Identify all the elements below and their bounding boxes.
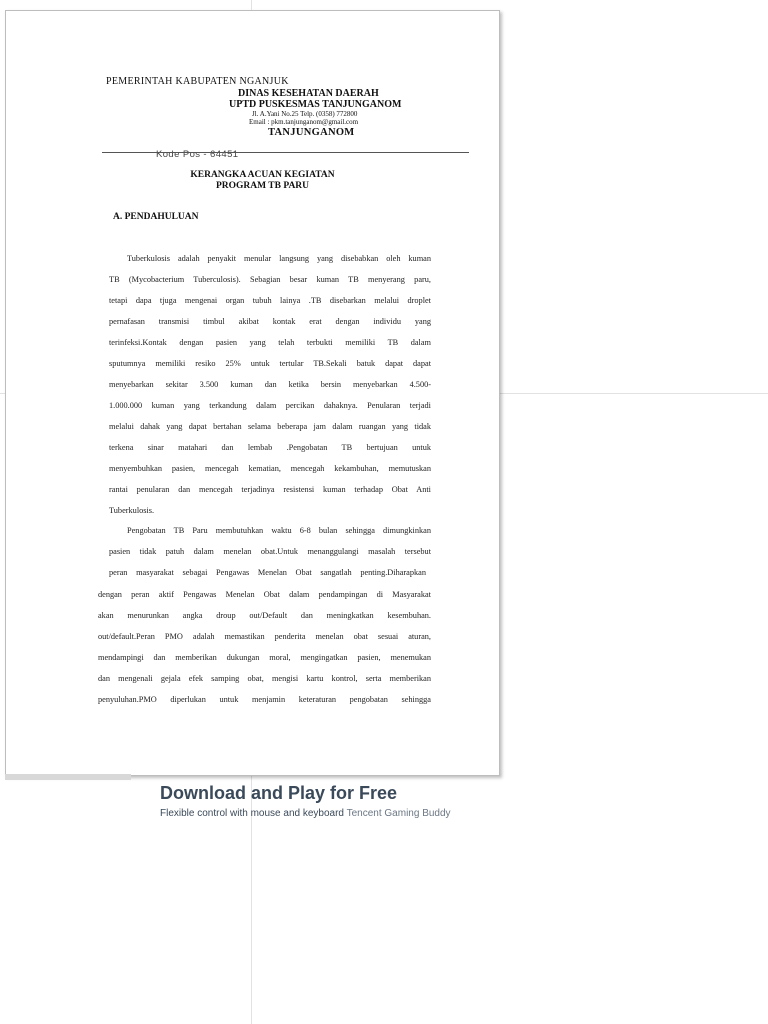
document-subtitle: PROGRAM TB PARU — [215, 181, 310, 191]
ad-title-link[interactable]: Download and Play for Free — [160, 783, 398, 803]
letterhead-email: Email : pkm.tanjunganom@gmail.com — [249, 118, 359, 126]
body-line: pernafasan transmisi timbul akibat kontak erat dengan individu yang — [109, 317, 431, 326]
body-line: akan menurunkan angka droup out/Default dan meningkatkan kesembuhan. — [98, 611, 431, 620]
letterhead-divider — [102, 152, 469, 153]
body-line: Pengobatan TB Paru membutuhkan waktu 6-8 bulan sehingga dimungkinkan — [127, 526, 431, 535]
body-line: rantai penularan dan mencegah terjadinya resistensi kuman terhadap Obat Anti — [109, 485, 431, 494]
body-line: Tuberkulosis adalah penyakit menular langsung yang disebabkan oleh kuman — [127, 254, 431, 263]
body-line: penyuluhan.PMO diperlukan untuk menjamin keteraturan pengobatan sehingga — [98, 695, 431, 704]
body-line: melalui dahak yang dapat bertahan selama beberapa jam dalam ruangan yang tidak — [109, 422, 431, 431]
body-line: terinfeksi.Kontak dengan pasien yang telah terbukti memiliki TB dalam — [109, 338, 431, 347]
body-line: 1.000.000 kuman yang terkandung dalam percikan dahaknya. Penularan terjadi — [109, 401, 431, 410]
body-line: menyembuhkan pasien, mencegah kematian, mencegah kekambuhan, memutuskan — [109, 464, 431, 473]
section-heading: A. PENDAHULUAN — [113, 212, 199, 222]
body-line: tetapi dapa tjuga mengenai organ tubuh lainya .TB disebarkan melalui droplet — [109, 296, 431, 305]
body-line: out/default.Peran PMO adalah memastikan penderita menelan obat sesuai aturan, — [98, 632, 431, 641]
postal-code: Kode Pos - 64451 — [156, 149, 239, 160]
document-title: KERANGKA ACUAN KEGIATAN — [190, 170, 335, 180]
body-line: terkena sinar matahari dan lembab .Pengobatan TB bertujuan untuk — [109, 443, 431, 452]
body-line: TB (Mycobacterium Tuberculosis). Sebagian besar kuman TB menyerang paru, — [109, 275, 431, 284]
letterhead-address: Jl. A.Yani No.25 Telp. (0358) 772800 — [252, 110, 358, 118]
body-line: pasien tidak patuh dalam menelan obat.Untuk menanggulangi masalah tersebut — [109, 547, 431, 556]
body-line: peran masyarakat sebagai Pengawas Menelan Obat sangatlah penting.Diharapkan — [109, 568, 426, 577]
ad-brand: Tencent Gaming Buddy — [346, 808, 451, 819]
body-line: sputumnya memiliki resiko 25% untuk tertular TB.Sekali batuk dapat dapat — [109, 359, 431, 368]
body-line: dan mengenali gejala efek samping obat, mengisi kartu kontrol, serta memberikan — [98, 674, 431, 683]
body-line: menyebarkan sekitar 3.500 kuman dan ketika bersin menyebarkan 4.500- — [109, 380, 431, 389]
letterhead-institution: UPTD PUSKESMAS TANJUNGANOM — [229, 99, 402, 110]
letterhead-department: DINAS KESEHATAN DAERAH — [238, 88, 379, 99]
letterhead-city: TANJUNGANOM — [268, 127, 355, 138]
body-line: dengan peran aktif Pengawas Menelan Obat dalam pendampingan di Masyarakat — [98, 590, 431, 599]
page-bottom-shadow — [5, 774, 131, 780]
letterhead-government: PEMERINTAH KABUPATEN NGANJUK — [106, 76, 289, 87]
body-line: mendampingi dan memberikan dukungan moral, mengingatkan pasien, menemukan — [98, 653, 431, 662]
ad-subtitle[interactable] — [160, 808, 451, 819]
ad-subtitle-text: Flexible control with mouse and keyboard — [160, 808, 344, 819]
document-page — [5, 10, 500, 776]
body-line: Tuberkulosis. — [109, 506, 155, 515]
